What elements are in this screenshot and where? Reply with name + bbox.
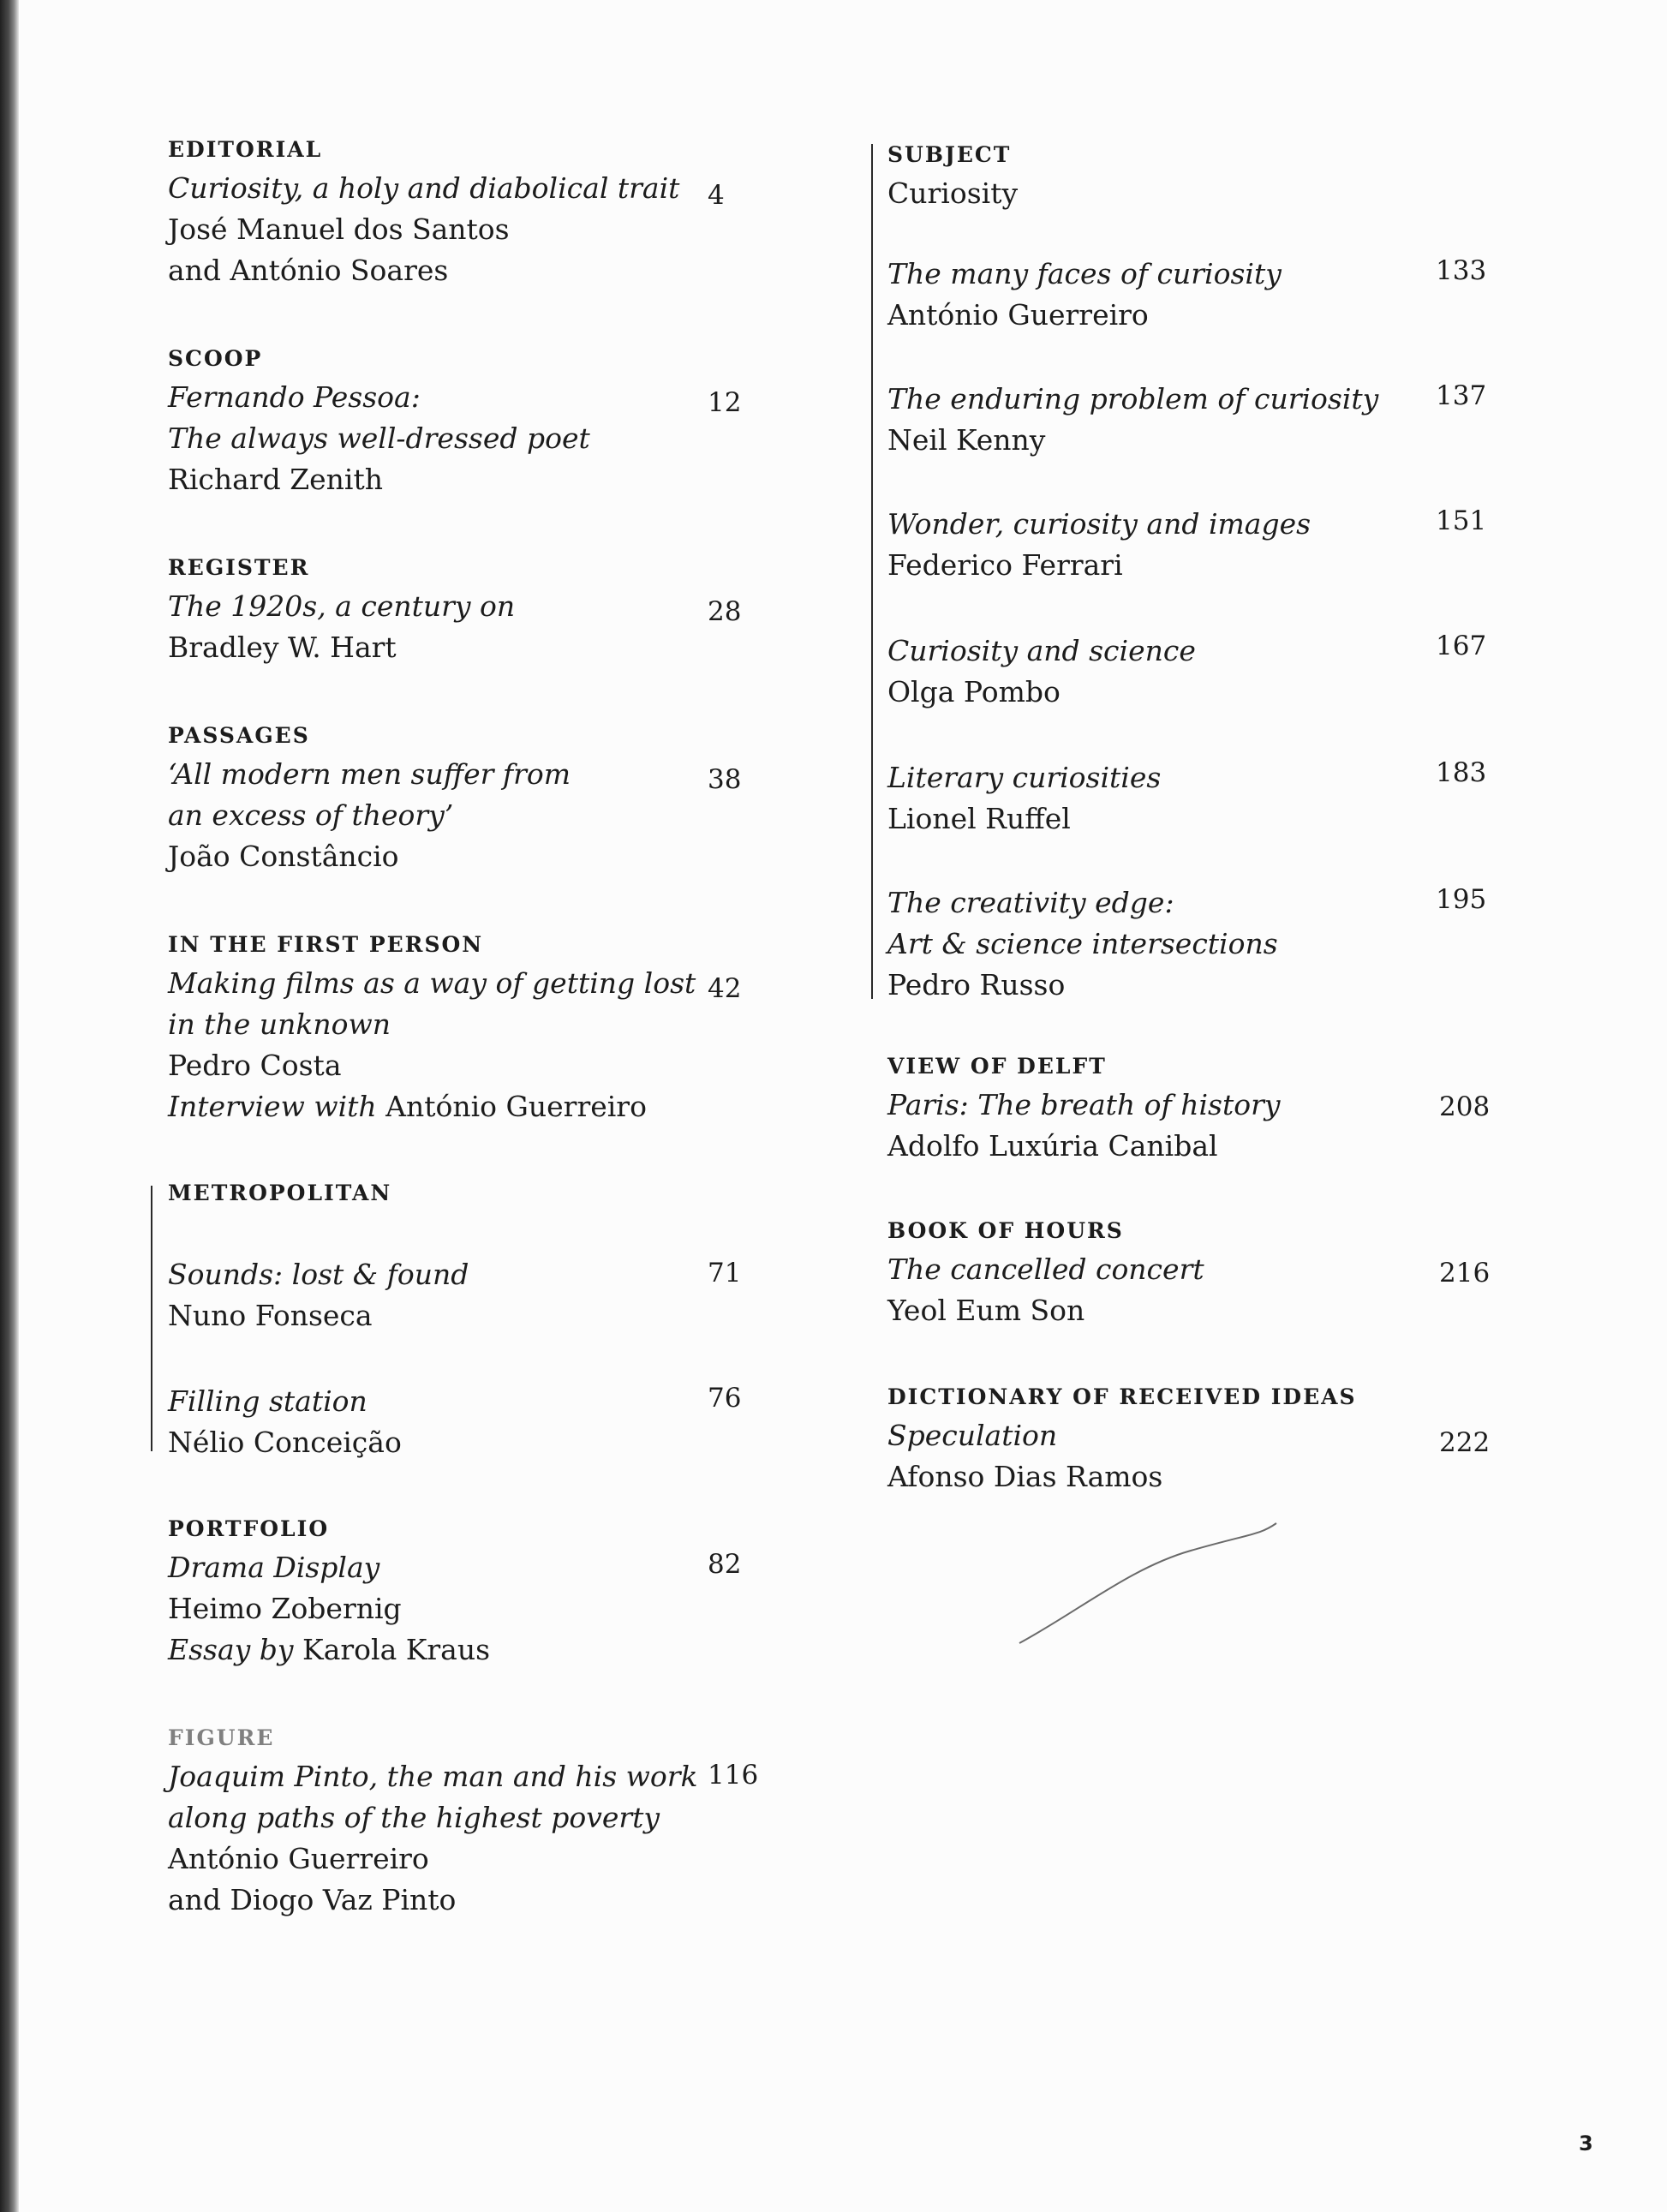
article-author: Pedro Costa bbox=[168, 1049, 342, 1082]
article-author: Nuno Fonseca bbox=[168, 1299, 373, 1332]
article-author: Neil Kenny bbox=[887, 423, 1046, 457]
article-title: Curiosity and science bbox=[887, 634, 1196, 667]
article-author: João Constâncio bbox=[168, 840, 399, 873]
section-scoop bbox=[168, 344, 590, 500]
page-number: 183 bbox=[1436, 757, 1487, 788]
article-title: The 1920s, a century on bbox=[168, 589, 516, 623]
interview-credit bbox=[168, 1086, 696, 1127]
page-number: 76 bbox=[708, 1383, 742, 1414]
essay-prefix: Essay by bbox=[168, 1633, 294, 1666]
article-title: Filling station bbox=[168, 1384, 367, 1418]
subject-name: Curiosity bbox=[887, 176, 1019, 210]
section-metropolitan bbox=[168, 1179, 391, 1211]
folio-page-number: 3 bbox=[1579, 2131, 1593, 2155]
article-title: ‘All modern men suffer from bbox=[168, 757, 571, 791]
article-title: Drama Display bbox=[168, 1551, 380, 1584]
subject-item bbox=[887, 882, 1278, 1006]
page-number: 151 bbox=[1436, 505, 1487, 536]
subject-item bbox=[887, 504, 1311, 586]
section-view-of-delft bbox=[887, 1052, 1281, 1167]
article-title: in the unknown bbox=[168, 1007, 391, 1041]
section-heading: IN THE FIRST PERSON bbox=[168, 932, 484, 957]
page-number: 195 bbox=[1436, 884, 1487, 915]
article-author: Federico Ferrari bbox=[887, 548, 1123, 582]
section-portfolio bbox=[168, 1515, 490, 1671]
article-title: an excess of theory’ bbox=[168, 798, 454, 832]
article-title: The creativity edge: bbox=[887, 886, 1174, 919]
page-number: 137 bbox=[1436, 380, 1487, 411]
page-number: 71 bbox=[708, 1258, 742, 1288]
article-author: António Guerreiro bbox=[887, 298, 1149, 332]
article-title: Curiosity, a holy and diabolical trait bbox=[168, 171, 680, 205]
section-heading: PORTFOLIO bbox=[168, 1516, 330, 1541]
article-title: Wonder, curiosity and images bbox=[887, 507, 1311, 541]
article-author: António Guerreiro bbox=[168, 1842, 429, 1875]
article-title: Literary curiosities bbox=[887, 761, 1162, 794]
article-title: The cancelled concert bbox=[887, 1252, 1204, 1286]
metropolitan-item bbox=[168, 1381, 402, 1463]
page-number: 133 bbox=[1436, 255, 1487, 286]
page-number: 28 bbox=[708, 596, 742, 627]
subject-rule bbox=[871, 144, 873, 999]
page-number: 222 bbox=[1439, 1427, 1491, 1458]
article-title: The enduring problem of curiosity bbox=[887, 382, 1379, 415]
article-author: Lionel Ruffel bbox=[887, 802, 1071, 835]
article-title: The always well-dressed poet bbox=[168, 421, 590, 455]
article-author: Adolfo Luxúria Canibal bbox=[887, 1129, 1218, 1163]
article-author: and Diogo Vaz Pinto bbox=[168, 1883, 457, 1916]
article-author: Olga Pombo bbox=[887, 675, 1061, 708]
section-heading: EDITORIAL bbox=[168, 137, 323, 162]
subject-item bbox=[887, 631, 1196, 713]
section-register bbox=[168, 553, 515, 668]
section-heading: DICTIONARY OF RECEIVED IDEAS bbox=[887, 1384, 1357, 1409]
book-binding-shadow bbox=[0, 0, 19, 2212]
interview-name: António Guerreiro bbox=[385, 1090, 647, 1123]
article-author: Pedro Russo bbox=[887, 968, 1066, 1001]
page-number: 208 bbox=[1439, 1091, 1491, 1122]
page-number: 216 bbox=[1439, 1258, 1491, 1288]
essay-name: Karola Kraus bbox=[302, 1633, 491, 1666]
section-figure bbox=[168, 1724, 698, 1921]
article-title: along paths of the highest poverty bbox=[168, 1801, 660, 1834]
page-number: 82 bbox=[708, 1549, 742, 1580]
page-number: 38 bbox=[708, 764, 742, 795]
article-author: Yeol Eum Son bbox=[887, 1294, 1085, 1327]
section-heading: SCOOP bbox=[168, 346, 263, 371]
article-title: Art & science intersections bbox=[887, 927, 1278, 960]
pencil-mark bbox=[1011, 1516, 1285, 1653]
page-number: 167 bbox=[1436, 631, 1487, 661]
article-author: and António Soares bbox=[168, 254, 449, 287]
article-author: Heimo Zobernig bbox=[168, 1592, 402, 1625]
section-editorial bbox=[168, 135, 679, 291]
article-author: Nélio Conceição bbox=[168, 1426, 402, 1459]
article-title: The many faces of curiosity bbox=[887, 257, 1282, 290]
section-in-the-first-person bbox=[168, 930, 696, 1127]
section-heading: VIEW OF DELFT bbox=[887, 1054, 1107, 1079]
article-title: Paris: The breath of history bbox=[887, 1088, 1281, 1121]
article-title: Joaquim Pinto, the man and his work bbox=[168, 1760, 698, 1793]
article-title: Making films as a way of getting lost bbox=[168, 966, 696, 1000]
section-heading: SUBJECT bbox=[887, 142, 1012, 167]
metropolitan-rule bbox=[151, 1186, 152, 1451]
section-heading: METROPOLITAN bbox=[168, 1181, 392, 1205]
article-author: Richard Zenith bbox=[168, 463, 383, 496]
article-title: Sounds: lost & found bbox=[168, 1258, 469, 1291]
page-number: 4 bbox=[708, 180, 725, 211]
section-heading: FIGURE bbox=[168, 1725, 275, 1750]
article-author: Bradley W. Hart bbox=[168, 631, 397, 664]
subject-item bbox=[887, 379, 1378, 461]
section-dictionary-of-received-ideas bbox=[887, 1383, 1357, 1498]
essay-credit bbox=[168, 1629, 490, 1671]
subject-item bbox=[887, 757, 1161, 840]
page-number: 116 bbox=[708, 1760, 759, 1791]
article-author: Afonso Dias Ramos bbox=[887, 1460, 1163, 1493]
section-heading: PASSAGES bbox=[168, 723, 310, 748]
section-heading: REGISTER bbox=[168, 555, 310, 580]
section-passages bbox=[168, 721, 571, 877]
article-author: José Manuel dos Santos bbox=[168, 212, 510, 246]
page-number: 42 bbox=[708, 973, 742, 1004]
article-title: Fernando Pessoa: bbox=[168, 380, 421, 414]
subject-item bbox=[887, 254, 1282, 336]
section-book-of-hours bbox=[887, 1217, 1204, 1331]
page-number: 12 bbox=[708, 387, 742, 418]
section-heading: BOOK OF HOURS bbox=[887, 1218, 1124, 1243]
article-title: Speculation bbox=[887, 1419, 1058, 1452]
interview-prefix: Interview with bbox=[168, 1090, 377, 1123]
metropolitan-item bbox=[168, 1254, 469, 1336]
section-subject bbox=[887, 140, 1018, 214]
